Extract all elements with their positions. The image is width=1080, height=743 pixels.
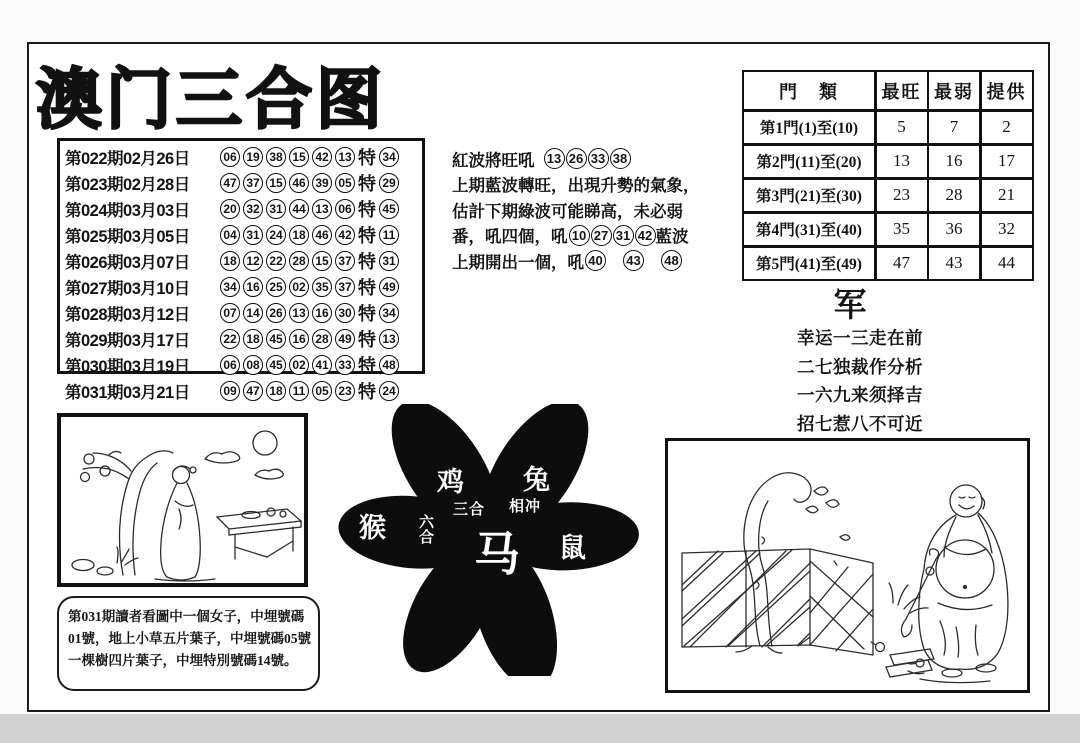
cloud — [255, 469, 283, 479]
liuhe-label: 六合 — [417, 514, 433, 544]
result-number: 37 — [335, 251, 355, 271]
books-on-ground — [871, 642, 934, 677]
result-number: 13 — [312, 199, 332, 219]
special-label: 特 — [358, 356, 376, 376]
gate-row-label: 第1門(1)至(10) — [744, 112, 874, 144]
result-number: 37 — [243, 173, 263, 193]
number-circle: 33 — [588, 148, 609, 169]
flower-center-label: 马 — [474, 529, 520, 580]
number-circle: 13 — [544, 148, 565, 169]
special-number: 31 — [379, 251, 399, 271]
caption-line: 第031期讀者看圖中一個女子，中埋號碼 — [68, 609, 305, 624]
result-number: 34 — [220, 277, 240, 297]
number-circle: 42 — [635, 225, 656, 246]
poem-line: 一六九来须择吉 — [797, 385, 923, 405]
special-number: 34 — [379, 147, 399, 167]
result-row — [65, 352, 417, 378]
result-number: 22 — [266, 251, 286, 271]
left-illustration — [57, 413, 308, 587]
special-label: 特 — [358, 304, 376, 324]
analysis-phrase: 藍波 — [655, 227, 689, 247]
result-date: 第027期03月10日 — [65, 280, 190, 298]
special-label: 特 — [358, 382, 376, 402]
result-number: 13 — [335, 147, 355, 167]
analysis-phrase: 番，吼四個，吼 — [452, 227, 568, 247]
result-row — [65, 248, 417, 274]
result-row — [65, 378, 417, 404]
analysis-line — [452, 172, 737, 198]
result-number: 15 — [266, 173, 286, 193]
gate-header-offer: 提供 — [982, 72, 1032, 109]
result-number: 11 — [289, 381, 309, 401]
special-number: 29 — [379, 173, 399, 193]
gate-row-label: 第4門(31)至(40) — [744, 214, 874, 246]
gate-offer-value: 2 — [982, 112, 1032, 144]
result-row — [65, 274, 417, 300]
result-number: 33 — [335, 355, 355, 375]
result-number: 12 — [243, 251, 263, 271]
special-label: 特 — [358, 226, 376, 246]
gate-offer-value: 17 — [982, 146, 1032, 178]
number-circle: 38 — [610, 148, 631, 169]
scenery — [682, 473, 1008, 683]
result-date: 第029期03月17日 — [65, 332, 190, 350]
poem-line: 招七惹八不可近 — [797, 413, 923, 434]
gate-weak-value: 16 — [929, 146, 979, 178]
gate-row-label: 第2門(11)至(20) — [744, 146, 874, 178]
result-number: 30 — [335, 303, 355, 323]
result-number: 18 — [243, 329, 263, 349]
special-label: 特 — [358, 200, 376, 220]
result-number: 28 — [312, 329, 332, 349]
xiangchong-label: 相冲 — [509, 499, 542, 515]
woman-figure — [161, 466, 201, 580]
analysis-phrase: 紅波將旺吼 — [452, 150, 535, 170]
low-table — [217, 508, 301, 559]
result-row — [65, 222, 417, 248]
buddha-drawing — [668, 441, 1027, 690]
gate-header-category: 門 類 — [744, 72, 874, 109]
gate-header-hot: 最旺 — [877, 72, 927, 109]
result-number: 31 — [243, 225, 263, 245]
result-number: 37 — [335, 277, 355, 297]
result-number: 07 — [220, 303, 240, 323]
result-number: 49 — [335, 329, 355, 349]
gate-weak-value: 7 — [929, 112, 979, 144]
number-circle: 10 — [569, 225, 590, 246]
result-number: 16 — [312, 303, 332, 323]
rocks-and-grass — [72, 547, 215, 581]
result-number: 05 — [335, 173, 355, 193]
result-date: 第025期03月05日 — [65, 228, 190, 246]
number-circle: 27 — [591, 225, 612, 246]
special-number: 49 — [379, 277, 399, 297]
result-number: 45 — [266, 329, 286, 349]
result-row — [65, 170, 417, 196]
result-number: 18 — [289, 225, 309, 245]
result-number: 26 — [266, 303, 286, 323]
gate-hot-value: 23 — [877, 180, 927, 212]
result-number: 46 — [289, 173, 309, 193]
result-number: 02 — [289, 277, 309, 297]
analysis-line — [452, 223, 737, 249]
result-date: 第026期03月07日 — [65, 254, 190, 272]
petal-label-rat: 鼠 — [559, 533, 586, 563]
result-number: 18 — [220, 251, 240, 271]
special-label: 特 — [358, 278, 376, 298]
right-illustration — [665, 438, 1030, 693]
analysis-phrase: 上期開出一個，吼 — [452, 252, 584, 272]
poem-title: 军 — [833, 288, 867, 324]
poem-line: 幸运一三走在前 — [797, 328, 923, 348]
number-circle: 26 — [566, 148, 587, 169]
result-date: 第031期03月21日 — [65, 384, 190, 402]
result-date: 第022期02月26日 — [65, 150, 190, 168]
result-number: 15 — [312, 251, 332, 271]
analysis-text — [452, 146, 737, 274]
result-number: 22 — [220, 329, 240, 349]
special-label: 特 — [358, 174, 376, 194]
buddha-figure — [901, 485, 1008, 677]
result-number: 04 — [220, 225, 240, 245]
number-circle: 40 — [585, 250, 606, 271]
petal-label-monkey: 猴 — [359, 513, 386, 543]
result-number: 47 — [243, 381, 263, 401]
number-circle: 31 — [613, 225, 634, 246]
special-number: 48 — [379, 355, 399, 375]
gate-offer-value: 44 — [982, 248, 1032, 280]
result-number: 06 — [335, 199, 355, 219]
result-number: 19 — [243, 147, 263, 167]
result-number: 06 — [220, 355, 240, 375]
result-number: 32 — [243, 199, 263, 219]
gate-weak-value: 36 — [929, 214, 979, 246]
cloud — [205, 452, 240, 463]
result-number: 28 — [289, 251, 309, 271]
special-label: 特 — [358, 252, 376, 272]
result-number: 39 — [312, 173, 332, 193]
result-number: 42 — [312, 147, 332, 167]
result-number: 44 — [289, 199, 309, 219]
result-number: 15 — [289, 147, 309, 167]
result-row — [65, 326, 417, 352]
results-table — [57, 138, 425, 402]
gate-header-weak: 最弱 — [929, 72, 979, 109]
scenery — [72, 431, 301, 581]
result-date: 第024期03月03日 — [65, 202, 190, 220]
result-number: 20 — [220, 199, 240, 219]
gate-weak-value: 43 — [929, 248, 979, 280]
result-row — [65, 144, 417, 170]
analysis-line — [452, 197, 737, 223]
special-number: 11 — [379, 225, 399, 245]
result-number: 14 — [243, 303, 263, 323]
result-number: 05 — [312, 381, 332, 401]
result-number: 16 — [289, 329, 309, 349]
result-number: 45 — [266, 355, 286, 375]
result-number: 18 — [266, 381, 286, 401]
zodiac-flower — [335, 404, 645, 676]
analysis-phrase: 估計下期綠波可能睇高，未必弱 — [452, 201, 683, 221]
result-number: 16 — [243, 277, 263, 297]
poem-line: 二七独裁作分析 — [797, 356, 923, 377]
sanhe-label: 三合 — [453, 502, 486, 518]
gate-hot-value: 47 — [877, 248, 927, 280]
analysis-phrase: 上期藍波轉旺，出現升勢的氣象， — [452, 176, 700, 196]
woman-tree-drawing — [61, 417, 304, 583]
gnarled-tree — [736, 473, 850, 653]
result-number: 08 — [243, 355, 263, 375]
result-date: 第023期02月28日 — [65, 176, 190, 194]
poem — [797, 324, 923, 438]
special-label: 特 — [358, 330, 376, 350]
caption-line: 01號，地上小草五片葉子，中埋號碼05號 — [68, 631, 311, 646]
moon — [253, 431, 277, 455]
gate-offer-value: 21 — [982, 180, 1032, 212]
bottom-strip — [0, 714, 1080, 743]
special-number: 13 — [379, 329, 399, 349]
result-number: 09 — [220, 381, 240, 401]
analysis-line — [452, 146, 737, 172]
result-number: 06 — [220, 147, 240, 167]
caption-box — [57, 596, 320, 691]
result-number: 47 — [220, 173, 240, 193]
gate-table — [742, 70, 1034, 281]
gate-hot-value: 5 — [877, 112, 927, 144]
gate-hot-value: 13 — [877, 146, 927, 178]
petal-label-rooster: 鸡 — [437, 467, 464, 497]
number-circle: 48 — [661, 250, 682, 271]
result-number: 41 — [312, 355, 332, 375]
result-number: 23 — [335, 381, 355, 401]
result-date: 第028期03月12日 — [65, 306, 190, 324]
gate-row-label: 第5門(41)至(49) — [744, 248, 874, 280]
gate-weak-value: 28 — [929, 180, 979, 212]
result-number: 25 — [266, 277, 286, 297]
result-number: 46 — [312, 225, 332, 245]
special-number: 34 — [379, 303, 399, 323]
special-number: 45 — [379, 199, 399, 219]
gate-row-label: 第3門(21)至(30) — [744, 180, 874, 212]
gate-offer-value: 32 — [982, 214, 1032, 246]
result-row — [65, 300, 417, 326]
special-label: 特 — [358, 148, 376, 168]
result-number: 31 — [266, 199, 286, 219]
result-number: 13 — [289, 303, 309, 323]
number-circle: 43 — [623, 250, 644, 271]
page-title: 澳门三合图 — [36, 62, 386, 136]
result-date: 第030期03月19日 — [65, 358, 190, 376]
result-number: 42 — [335, 225, 355, 245]
special-number: 24 — [379, 381, 399, 401]
result-number: 38 — [266, 147, 286, 167]
petal-label-rabbit: 兔 — [523, 465, 550, 495]
gate-hot-value: 35 — [877, 214, 927, 246]
caption-line: 一棵樹四片葉子，中埋特別號碼14號。 — [68, 653, 298, 668]
fruit-tree — [81, 451, 174, 575]
result-row — [65, 196, 417, 222]
result-number: 35 — [312, 277, 332, 297]
fence — [682, 549, 873, 655]
result-number: 02 — [289, 355, 309, 375]
result-number: 24 — [266, 225, 286, 245]
analysis-line — [452, 248, 737, 274]
